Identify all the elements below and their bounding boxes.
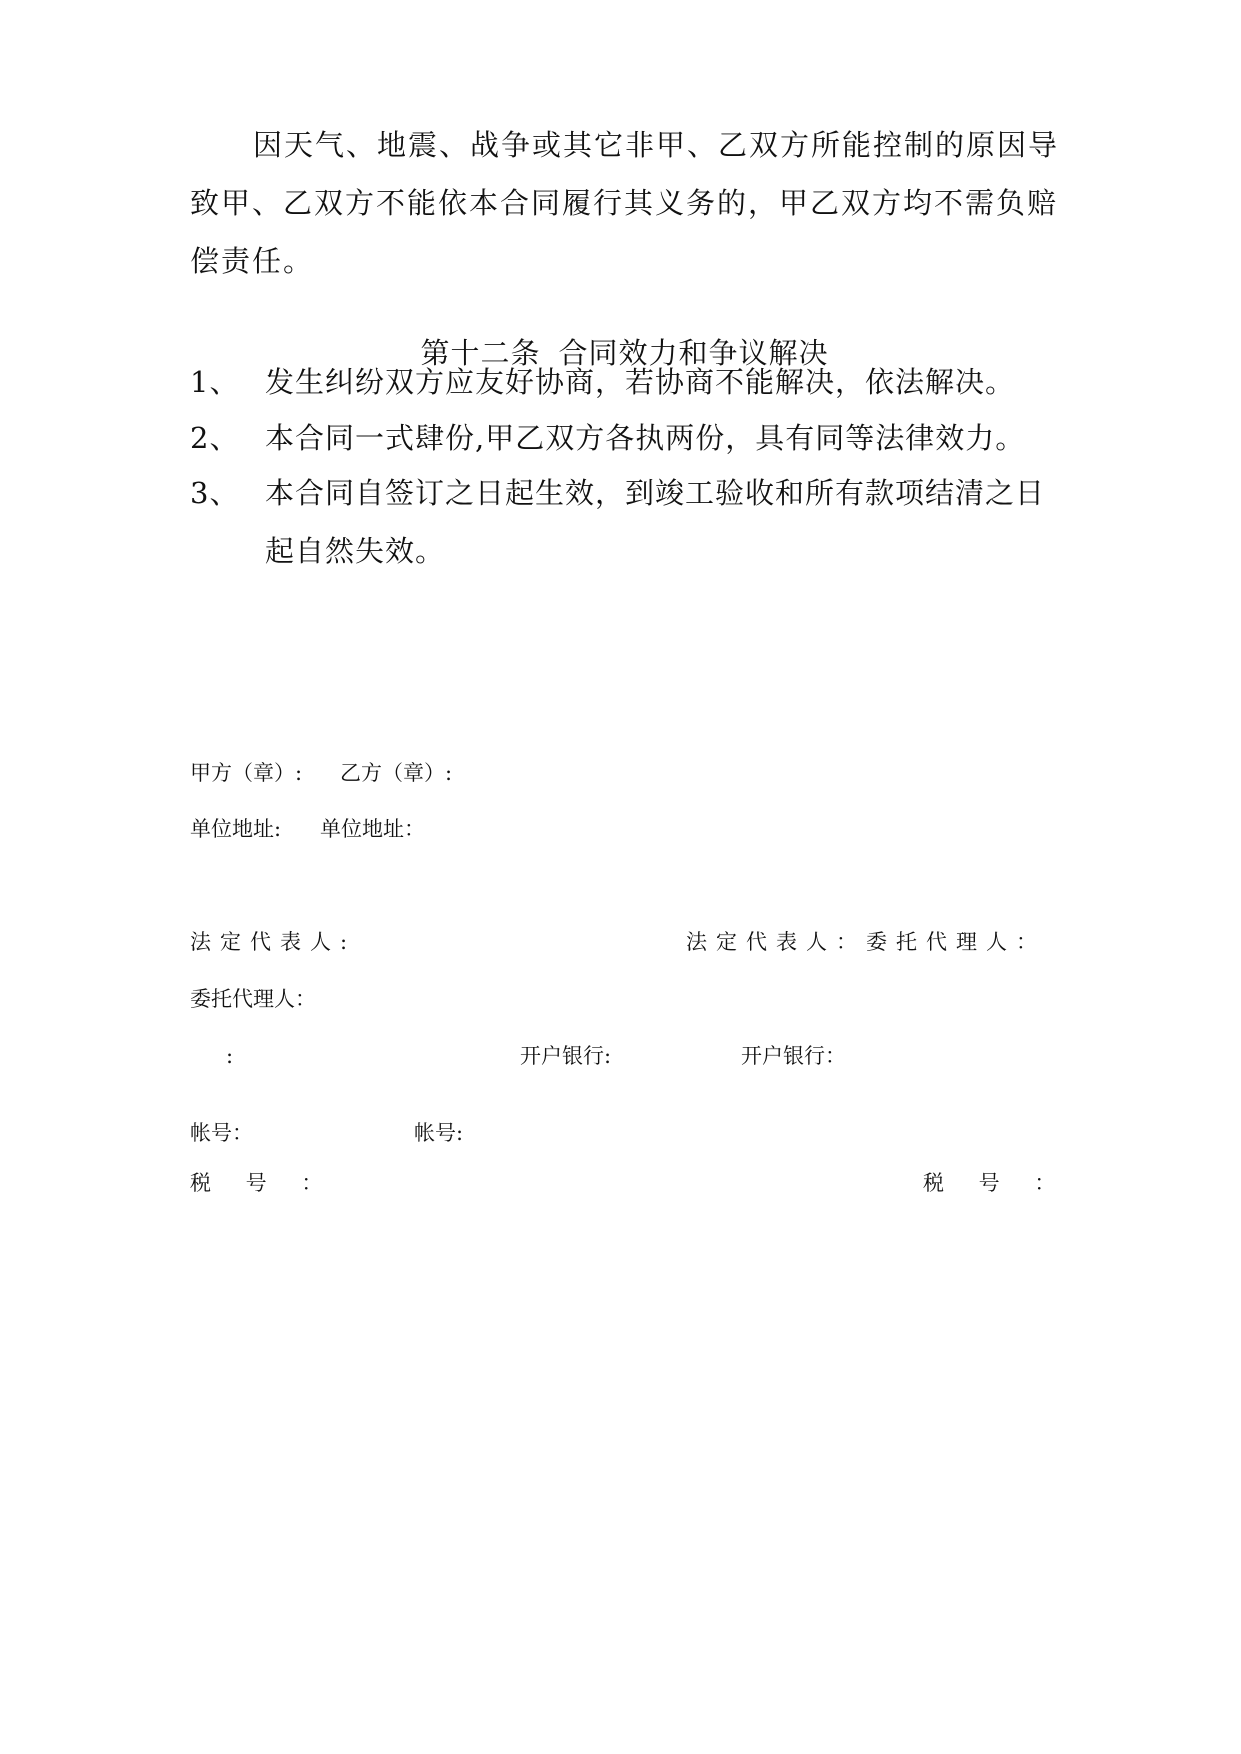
party-a-agent-label: 委托代理人： (190, 987, 316, 1011)
list-item-text: 本合同一式肆份,甲乙双方各执两份，具有同等法律效力。 (265, 421, 1026, 455)
party-b-address-label: 单位地址： (320, 817, 425, 841)
party-a-legal-rep-label: 法定代表人: (190, 930, 357, 954)
list-item (190, 353, 1060, 411)
party-b-bank-label: 开户银行： (741, 1044, 846, 1068)
party-b-legal-rep-agent-label: 法定代表人：委托代理人： (686, 930, 1046, 954)
party-a-bank-label: 开户银行: (520, 1044, 612, 1068)
party-a-address-label: 单位地址: (190, 817, 282, 841)
party-b-tax-label: 税 号 ： (923, 1171, 1056, 1195)
party-a-account-label: 帐号： (190, 1121, 253, 1145)
party-a-seal-label: 甲方（章）: (190, 761, 303, 785)
party-b-account-label: 帐号: (414, 1121, 464, 1145)
list-item (190, 464, 1060, 580)
list-item-text: 本合同自签订之日起生效，到竣工验收和所有款项结清之日起自然失效。 (265, 476, 1046, 568)
list-item-number: 2、 (190, 421, 240, 455)
stray-colon: : (226, 1044, 234, 1068)
force-majeure-paragraph: 因天气、地震、战争或其它非甲、乙双方所能控制的原因导致甲、乙双方不能依本合同履行其义务的，甲乙双方均不需负赔偿责任。 (190, 128, 1060, 278)
list-item (190, 409, 1060, 467)
list-item-text: 发生纠纷双方应友好协商，若协商不能解决，依法解决。 (265, 365, 1016, 399)
list-item-number: 3、 (190, 476, 240, 510)
party-a-tax-label: 税 号 ： (190, 1171, 323, 1195)
list-item-number: 1、 (190, 365, 240, 399)
article-number: 第十二条 (420, 336, 541, 370)
party-b-seal-label: 乙方（章）: (340, 761, 453, 785)
article-title: 合同效力和争议解决 (558, 336, 829, 370)
